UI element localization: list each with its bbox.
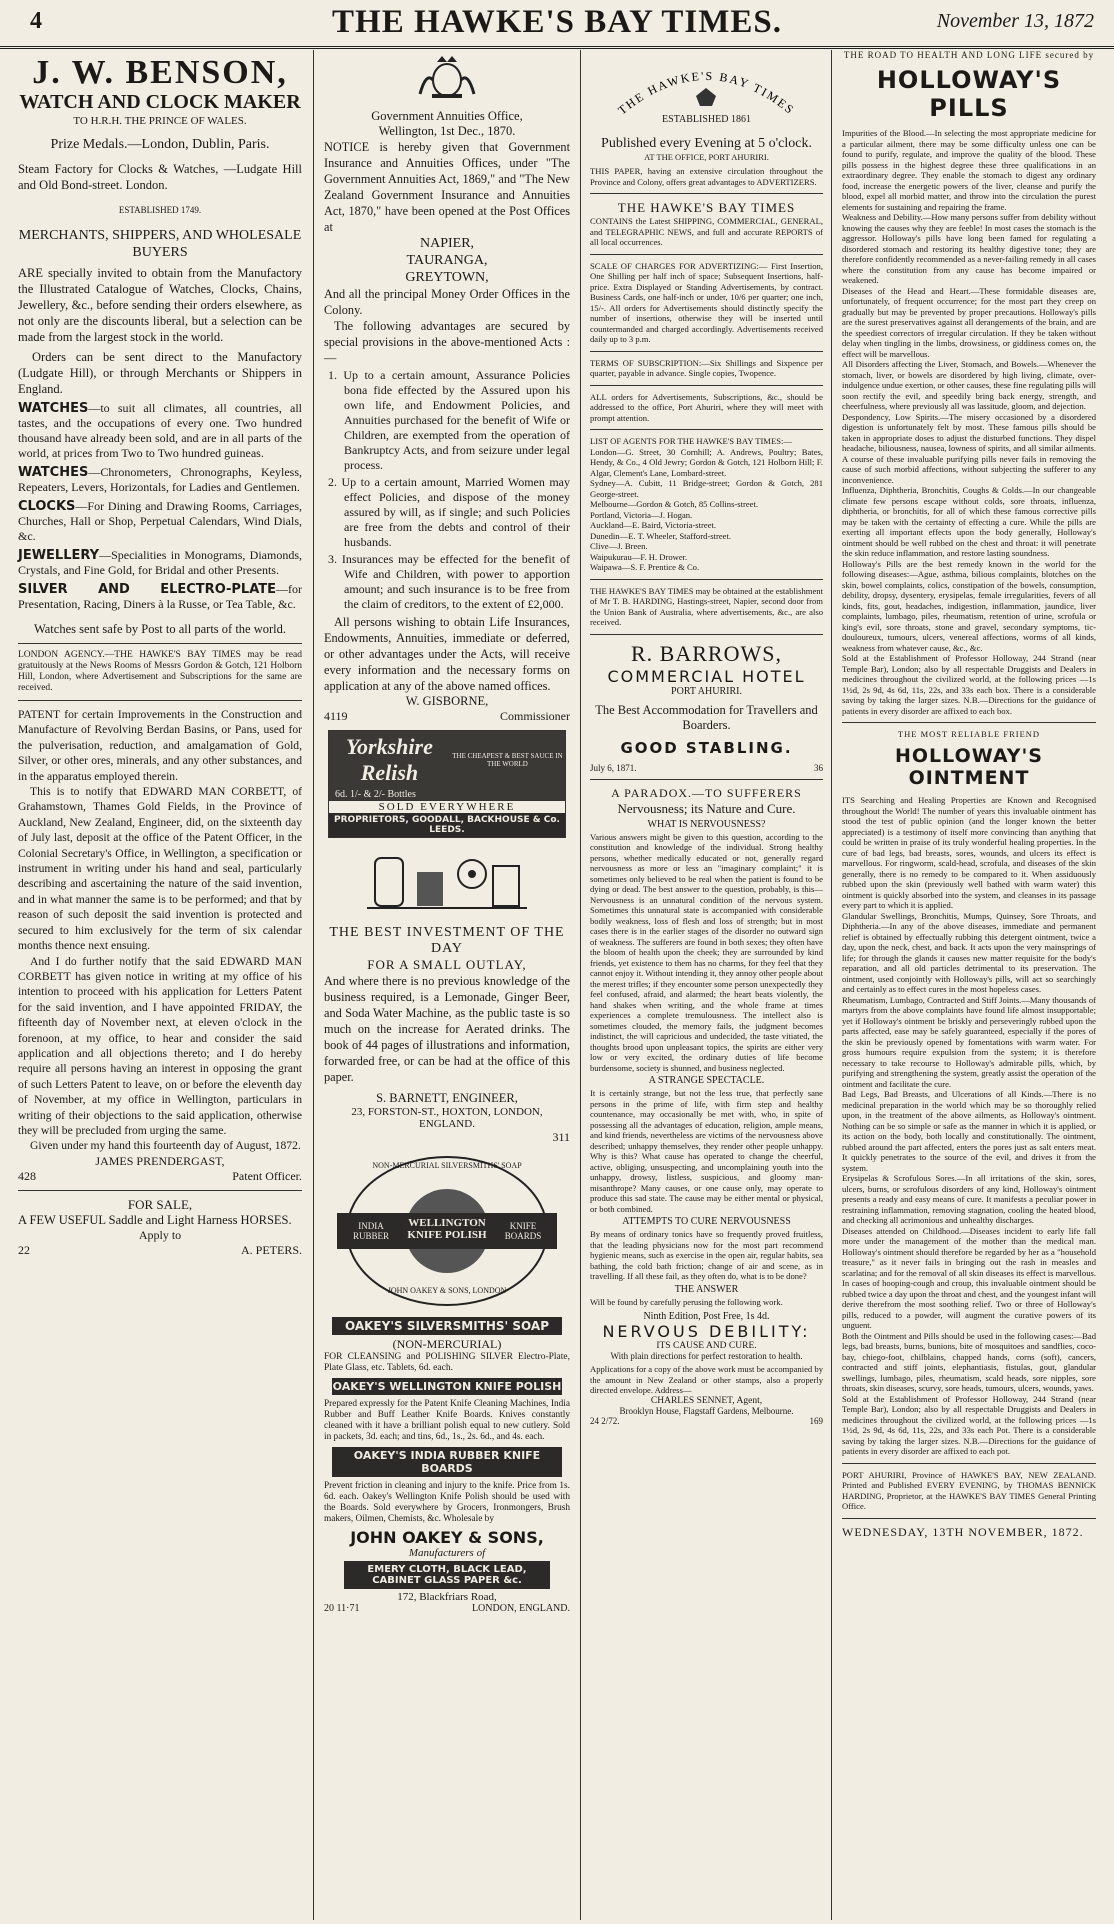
barrows-place: PORT AHURIRI.	[671, 685, 742, 697]
oakey-boards-heading: OAKEY'S INDIA RUBBER KNIFE BOARDS	[332, 1447, 562, 1477]
hbt-agent: Dunedin—E. T. Wheeler, Stafford-street.	[590, 530, 732, 541]
for-sale-advert	[18, 1197, 302, 1258]
oakey-soap-text: FOR CLEANSING and POLISHING SILVER Electro-Plate, Plate Glass, etc. Tablets, 6d. each.	[324, 1352, 570, 1373]
column-3	[584, 50, 829, 1920]
yorkshire-tag: THE CHEAPEST & BEST SAUCE IN THE WORLD	[452, 752, 563, 768]
divider	[18, 643, 302, 644]
barnett-text: And where there is no previous knowledge of the business required, is a Lemonade, Ginger Beer, and Soda Water Machine, as the public taste is so much on the increase for Aerated drinks. The book of 44 pages of illustrations and information, forwarded free, or can be had at the office of this paper.	[324, 974, 570, 1084]
patent-signer: JAMES PRENDERGAST,	[95, 1153, 225, 1168]
benson-heading: MERCHANTS, SHIPPERS, AND WHOLESALE BUYERS	[18, 228, 302, 260]
oakey-products: EMERY CLOTH, BLACK LEAD, CABINET GLASS PAPER &c.	[344, 1561, 550, 1589]
hbt-heading: THE HAWKE'S BAY TIMES	[617, 200, 796, 215]
holloway-ointment-para: Diseases attended on Childhood.—Diseases incident to early life fall more under the management of the mother than the medical man. Holloway's ointment should therefore be regarded by her as a "household treasure," as it never fails in bringing out the rash in measles and scarlatina; and for the removal of all skin diseases its effect is marvellous. In cases of hooping-cough and croup, this invaluable ointment should be rubbed twice a day upon the throat and chest, and the youngest infant will derive therefrom the most soothing relief. Two or three of Holloway's pills, reduced to a powder, will augment the curative powers of its unguent.	[842, 1225, 1096, 1330]
royal-crest-icon	[412, 54, 482, 100]
hbt-circulation: THIS PAPER, having an extensive circulation throughout the Province and Colony, offers great advantages to ADVERTIZERS.	[590, 166, 823, 187]
holloway-ointment-para: Both the Ointment and Pills should be used in the following cases:—Bad legs, bad breasts, burns, bunions, bite of mosquitoes and sandflies, coco-bay, chiego-foot, chilblains, chapped hands, corns (soft), cancers, contracted and stiff joints, elephantiasis, fistulas, gout, glandular swellings, lumbago, piles, rheumatism, scald heads, sore nipples, sore throats, skin diseases, scurvy, sore heads, tumours, ulcers, wounds, yaws.	[842, 1330, 1096, 1393]
annuities-place: NAPIER,	[419, 236, 475, 251]
paradox-heading: A PARADOX.—TO SUFFERERS	[611, 785, 802, 800]
holloway-pills-para: Weakness and Debility.—How many persons suffer from debility without knowing the causes why they are feeble! In most cases the stomach is the aggressor. Holloway's pills have long been famed for regulating a disordered stomach and restoring its healthy digestive tone; they are therefore confidently recommended as a never-failing remedy in all cases where the constitution from any cause has become impaired or weakened.	[842, 212, 1096, 285]
barrows-stabling: GOOD STABLING.	[620, 738, 793, 757]
paradox-p3: By means of ordinary tonics have so frequently proved fruitless, that the leading physicians now for the most part recommend hygienic means, such as exercise in the open air, regular habits, sea bathing, the cold bath friction; change of air and scene, as in travelling. If all these fail, as they often do, what is to be done?	[590, 1229, 823, 1281]
annuities-place: TAURANGA,	[406, 253, 488, 268]
paradox-p1: Various answers might be given to this question, according to the constitution and knowledge of the individual. Strong healthy persons, whether medically educated or not, generally regard nervousness as more or less an "imaginary complaint;" it is sometimes only believed to be real when the patient is found to be dying or dead. The best answer to the question, probably, is this—Nervousness is an unnatural condition of the nervous system. Sometimes this unnatural state is accompanied with considerable bodily weakness, loss of flesh and loss of strength; but in most cases there is in the earlier stages of the disorder no outward sign of weakness. The sufferers are found in both sexes; they often have the bloom of health upon the cheek; they are surrounded by kind friends, yet existence to them has no charms, for they feel that they cannot enjoy it. Without intending it, they annoy other people about the merest trifles; if they encounter some person unexpectedly they feel confused, afraid, and alarmed; the heart beats violently, the hand shakes when writing, and the whole frame at times experiences a complete tremulousness. The intellect also is sometimes clouded, the memory fails, the judgment becomes indistinct, the will capricious and undecided, the taste vitiated, the thoughts brood upon unpleasant topics, the spirits are either very low or very excited, the ordinary duties of life become burdensome, society is shunned, and business neglected.	[590, 831, 823, 1073]
paradox-sub: Nervousness; its Nature and Cure.	[617, 800, 796, 816]
holloway-pills-para: Sold at the Establishment of Professor Holloway, 244 Strand (near Temple Bar), London; also by all respectable Druggists and Dealers in medicines throughout the civilized world, at the following prices —1s 1½d, 2s 9d, 4s 6d, 11s, 22s, and 33s each box. There is a considerable saving by taking the larger sizes. N.B.—Directions for the guidance of patients in every disorder are affixed to each box.	[842, 653, 1096, 716]
paradox-attempts: ATTEMPTS TO CURE NERVOUSNESS	[622, 1216, 791, 1227]
royal-crest	[324, 54, 570, 105]
holloway-ointment-para: Erysipelas & Scrofulous Sores.—In all irritations of the skin, sores, ulcers, burns, or scrofulous disorders of any kind, Holloway's ointment presents a ready and easy means of cure. It manifests a peculiar power in restraining inflammation, removing stagnation, cooling the heated blood, and checking all acrimonious and unhealthy discharges.	[842, 1173, 1096, 1225]
divider	[590, 779, 823, 780]
holloway-ointment-para: Rheumatism, Lumbago, Contracted and Stiff Joints.—Many thousands of martyrs from the above complaints have found life almost insupportable; yet if Holloway's ointment be briskly and perseveringly rubbed upon the parts affected, ease may be safely guaranteed, especially if the pores of the skin be previously opened by fomentations with warm water. For gross humours require expulsion from the system; it is therefore necessary to take recourse to Holloway's admirable pills, which, by purifying and strengthening the system, greatly assist the operation of the ointment and facilitate the cure.	[842, 994, 1096, 1089]
barnett-heading: THE BEST INVESTMENT OF THE DAY	[329, 925, 565, 956]
barrows-advert	[590, 641, 823, 773]
barrows-name: R. BARROWS,	[631, 640, 782, 666]
hbt-agent: Melbourne—Gordon & Gotch, 85 Collins-street.	[590, 499, 759, 509]
benson-post: Watches sent safe by Post to all parts of the world.	[33, 622, 287, 636]
oakey-maker: JOHN OAKEY & SONS,	[350, 1528, 544, 1547]
column-2	[318, 50, 576, 1920]
holloway-pills-para: Influenza, Diphtheria, Bronchitis, Coughs & Colds.—In our changeable climate few persons escape without colds, sore throats, influenza, diphtheria, or bronchitis, for all of which these famous corrective pills may be taken with the certainty of effecting a cure. While the pills are exerting all important effects upon the body generally, Holloway's ointment should be well rubbed on the chest and throat: it will penetrate the skin reduce inflammation, and restore lasting soundness.	[842, 485, 1096, 558]
barnett-address: 23, FORSTON-ST., HOXTON, LONDON, ENGLAND.	[351, 1106, 543, 1130]
yorkshire-sold: SOLD EVERYWHERE	[329, 800, 565, 813]
holloway-pills-para: All Disorders affecting the Liver, Stomach, and Bowels.—Whenever the stomach, liver, or bowels are disordered by high living, climate, over-indulgence undue exertion, or other causes, these fine regulating pills will soon rectify the evil, and speedily bring back energy, strength, and cheerfulness, where previously all was lassitude, gloom, and dejection.	[842, 359, 1096, 411]
benson-medals: Prize Medals.—London, Dublin, Paris.	[50, 137, 270, 152]
london-agency-notice: LONDON AGENCY.—THE HAWKE'S BAY TIMES may be read gratuitously at the News Rooms of Messrs Gordon & Gotch, 121 Holborn Hill, London, where Advertisement and Subscriptions for the same are received.	[18, 650, 302, 693]
hbt-advert	[590, 50, 823, 628]
benson-item: WATCHES—Chronometers, Chronographs, Keyless, Repeaters, Levers, Horizontals, for Ladies and Gentlemen.	[18, 465, 302, 494]
hbt-agent: Portland, Victoria—J. Hogan.	[590, 509, 693, 520]
holloway-ointment-para: Glandular Swellings, Bronchitis, Mumps, Quinsey, Sore Throats, and Diphtheria.—In any of the above diseases, immediate and permanent relief is obtained by effectually rubbing this detergent ointment, twice a day, upon the neck, chest, and back. It acts upon the very mainsprings of life; for through the glands it causes new matter requisite for the body's reparation, and all old particles detrimental to its preservation. The ointment, used conjointly with Holloway's pills, will act so searchingly and certainly as to effect cures in the most hopeless cases.	[842, 910, 1096, 994]
holloway-road: THE ROAD TO HEALTH AND LONG LIFE secured by	[843, 50, 1095, 60]
hbt-read: THE HAWKE'S BAY TIMES may be obtained at the establishment of Mr T. B. HARDING, Hastings-street, Napier, second door from the Union Bank of Australia, where advertisements, &c., are also received.	[590, 585, 823, 627]
patent-intro: PATENT for certain Improvements in the Construction and Manufacture of Revolving Berdan Basins, or Pans, used for the pulverisation, reduction, and amalgamation of Gold, Silver, or other ores, minerals, and any other substances, and in the apparatus employed therein.	[18, 708, 302, 783]
hbt-established: ESTABLISHED 1861	[662, 114, 751, 125]
page-number: 4	[30, 8, 42, 34]
hbt-arc-header	[590, 50, 823, 136]
soda-machine-illustration	[324, 844, 570, 919]
divider	[18, 700, 302, 701]
paradox-plain: With plain directions for perfect restoration to health.	[610, 1351, 803, 1361]
oakey-badge-center: WELLINGTON KNIFE POLISH	[407, 1217, 487, 1241]
yorkshire-proprietors: PROPRIETORS, GOODALL, BACKHOUSE & Co. LEEDS.	[329, 813, 565, 837]
hbt-terms: TERMS OF SUBSCRIPTION:—Six Shillings and Sixpence per quarter, payable in advance. Single copies, Twopence.	[590, 357, 823, 378]
paradox-advert	[590, 786, 823, 1426]
benson-name: J. W. BENSON,	[32, 54, 288, 91]
hbt-agent: Clive—J. Breen.	[590, 541, 648, 551]
holloway-pills-title: HOLLOWAY'S PILLS	[876, 66, 1062, 122]
oakey-soap-heading: OAKEY'S SILVERSMITHS' SOAP	[332, 1317, 562, 1335]
oakey-badge	[337, 1151, 557, 1311]
paradox-addr1: CHARLES SENNET, Agent,	[650, 1395, 763, 1406]
divider	[18, 1190, 302, 1191]
soda-machine-icon	[357, 844, 537, 914]
oakey-polish-heading: OAKEY'S WELLINGTON KNIFE POLISH	[332, 1380, 562, 1393]
divider	[590, 579, 823, 580]
holloway-pills-para: Impurities of the Blood.—In selecting the most appropriate medicine for a particular ailment, there may be some difficulty unless one can be found to purify, regulate, and improve the quality of the blood. These pills possess in the highest degree these three qualifications in an extraordinary degree. They enable the stomach to digest any ordinary food, increase the energetic powers of the liver, cleanse and purify the blood, expel all morbid matter, and throw into the circulation the purest elements for sustaining and repairing the frame.	[842, 128, 1096, 212]
newspaper-title: THE HAWKE'S BAY TIMES.	[332, 4, 782, 40]
hbt-agent: London—G. Street, 30 Cornhill; A. Andrews, Poultry; Bates, Hendy, & Co., 4 Old Jewry; Gordon & Gotch, 121 Holborn Hill; F. Algar, Clement's Lane, Lombard-street.	[590, 446, 823, 478]
oakey-soap-sub: (NON-MERCURIAL)	[392, 1337, 502, 1351]
benson-orders: Orders can be sent direct to the Manufactory (Ludgate Hill), or through Merchants or Shippers in England.	[18, 350, 302, 396]
paradox-footer: 24 2/72. 169	[590, 1415, 823, 1426]
hbt-contains: CONTAINS the Latest SHIPPING, COMMERCIAL, GENERAL, and TELEGRAPHIC NEWS, and full and accurate REPORTS of all local occurrences.	[590, 216, 823, 247]
benson-royal: TO H.R.H. THE PRINCE OF WALES.	[73, 115, 247, 127]
column-rule	[580, 50, 581, 1920]
benson-item: JEWELLERY—Specialities in Monograms, Diamonds, Crystals, and Fine Gold, for Bridal and other Presents.	[18, 548, 302, 577]
oakey-badge-left: INDIA RUBBER	[352, 1221, 389, 1241]
holloway-ointment-para: Bad Legs, Bad Breasts, and Ulcerations of all Kinds.—There is no medicinal preparation in the world which may be so thoroughly relied upon, in the treatment of the above ailments, as Holloway's ointment. Nothing can be so simple or safe as the manner in which it is applied, or its action on the body, both locally and constitutionally. The ointment, rubbed around the part affected, enters the pores just as salt enters meat. It quickly penetrates to the source of the evil, and drives it from the system.	[842, 1089, 1096, 1173]
barrows-best: The Best Accommodation for Travellers and Boarders.	[595, 702, 818, 732]
annuities-money: And all the principal Money Order Offices in the Colony.	[324, 287, 570, 317]
annuities-point: 3. Insurances may be effected for the benefit of Wife and Children, with power to apportion amount; and such insurance is to be free from the claim of creditors, to the extent of £2,000.	[328, 552, 570, 611]
holloway-ointment-para: ITS Searching and Healing Properties are Known and Recognised throughout the World! The number of years this invaluable ointment has stood the test of public opinion (and the longer known the better appreciated) is a testimony of itself more convincing than anything that could be written in praise of its truly wonderful healing properties. In the cure of bad legs, bad breasts, sores, wounds, and ulcers its effect is marvellous. For ringworm, scald-head, scrofula, and diseases of the skin generally, there is no remedy to be compared to it. When assiduously rubbed upon the skin (previously well bathed with warm water) this ointment is quickly absorbed into the system, and cleanses in its passage every part to which it is applied.	[842, 795, 1096, 910]
hbt-office: AT THE OFFICE, PORT AHURIRI.	[644, 152, 769, 162]
oakey-boards-text: Prevent friction in cleaning and injury to the knife. Price from 1s. 6d. each. Oakey's Wellington Knife Polish should be used with the Boards. Sold everywhere by Grocers, Ironmongers, Brush makers, Oilmen, Chemists, &c. Wholesale by	[324, 1481, 570, 1524]
holloway-ointment-para: Sold at the Establishment of Professor Holloway, 244 Strand (near Temple Bar), London; also by all respectable Druggists and Dealers in medicines throughout the civilized world, at the following prices —1s 1½d, 2s 9d, 4s 6d, 11s, 22s, and 33s each Pot. There is a considerable saving by taking the larger sizes. N.B.—Directions for the guidance of patients in every disorder are affixed to each pot.	[842, 1393, 1096, 1456]
printer-imprint: PORT AHURIRI, Province of HAWKE'S BAY, NEW ZEALAND. Printed and Published EVERY EVENING, by THOMAS BENNICK HARDING, Proprietor, at the HAWKE'S BAY TIMES General Printing Office.	[842, 1469, 1096, 1511]
barnett-advert	[324, 925, 570, 1145]
annuities-notice	[324, 109, 570, 724]
benson-item: SILVER AND ELECTRO-PLATE—for Presentation, Racing, Diners à la Russe, or Tea Table, &c.	[18, 582, 302, 611]
divider	[842, 1463, 1096, 1464]
holloway-ointment-advert	[842, 729, 1096, 1457]
hbt-agent: Sydney—A. Cubitt, 11 Bridge-street; Gordon & Gotch, 281 George-street.	[590, 478, 823, 499]
annuities-point: 1. Up to a certain amount, Assurance Policies bona fide effected by the Assured upon his own life, and Endowment Policies, and Annuities purchased for the benefit of Wife or Children, are exempted from the operation of Bankruptcy Acts, and from seizure under legal process.	[328, 368, 571, 472]
oakey-mfr: Manufacturers of	[408, 1547, 486, 1559]
for-sale-apply: Apply to	[138, 1227, 182, 1242]
annuities-close: All persons wishing to obtain Life Insurances, Endowments, Annuities, immediate or deferred, or other advantages under the Acts, will receive every information and the necessary forms on application at any of the above named offices.	[324, 615, 570, 693]
paradox-apps: Applications for a copy of the above work must be accompanied by the amount in New Zealand or other stamps, also a properly directed envelope. Address—	[590, 1364, 823, 1395]
barrows-hotel: COMMERCIAL HOTEL	[607, 666, 806, 686]
divider	[590, 351, 823, 352]
patent-footer: 428 Patent Officer.	[18, 1168, 302, 1183]
holloway-pills-para: Diseases of the Head and Heart.—These formidable diseases are, unfortunately, of frequent occurrence; for the most part they creep on gradually but may be prevented by proper precautions. Holloway's pills are the surest preservatives against all derangements of the brain, and are the speediest correctors of irregular circulation. If they be taken without delay when tingling in the limbs, drowsiness, or giddiness comes on, the effect will be marvellous.	[842, 285, 1096, 359]
patent-hearing: And I do further notify that the said EDWARD MAN CORBETT has given notice in writing at my office of his intention to proceed with his application for Letters Patent for the said invention, and I have appointed FRIDAY, the fifteenth day of November next, at eleven o'clock in the forenoon, at my office, to hear and consider the said application and all objections thereto; and I do hereby require all persons having an interest in opposing the grant of such Letters Patent to leave, on or before the eleventh day of November, at my office in Wellington, particulars in writing of their objections to the said application, otherwise they will be precluded from urging the same.	[18, 954, 302, 1137]
benson-trade: WATCH AND CLOCK MAKER	[19, 91, 301, 113]
divider	[842, 722, 1096, 723]
annuities-notice-text: NOTICE is hereby given that Government Insurance and Annuities Offices, under "The Government Annuities Act, 1869," and "The New Zealand Government Insurance and Annuities Act, 1870," have been opened at the Post Offices at	[324, 140, 570, 234]
annuities-signer: W. GISBORNE,	[405, 694, 489, 708]
benson-invite: ARE specially invited to obtain from the Manufactory the Illustrated Catalogue of Watches, Clocks, Chains, Jewellery, &c., before sending their orders elsewhere, as not only are the discounts liberal, but a selection can be made from the largest stock in the world.	[18, 266, 302, 344]
issue-date: November 13, 1872	[936, 10, 1094, 32]
divider	[590, 254, 823, 255]
oakey-badge-top: NON-MERCURIAL SILVERSMITHS' SOAP	[372, 1161, 522, 1170]
patent-given: Given under my hand this fourteenth day of August, 1872.	[30, 1139, 301, 1153]
oakey-badge-right: KNIFE BOARDS	[504, 1221, 542, 1241]
benson-item-list	[18, 401, 302, 612]
annuities-office: Government Annuities Office,	[371, 109, 523, 123]
oakey-footer: 20 11·71 LONDON, ENGLAND.	[324, 1603, 570, 1614]
barnett-sub: FOR A SMALL OUTLAY,	[367, 957, 527, 972]
holloway-ointment-title: HOLLOWAY'S OINTMENT	[895, 745, 1043, 789]
column-4	[836, 50, 1102, 1920]
paradox-cause: ITS CAUSE AND CURE.	[656, 1341, 757, 1351]
holloway-friend: THE MOST RELIABLE FRIEND	[897, 729, 1041, 739]
divider	[842, 1518, 1096, 1519]
barnett-name: S. BARNETT, ENGINEER,	[376, 1091, 518, 1105]
paradox-addr2: Brooklyn House, Flagstaff Gardens, Melbourne.	[619, 1405, 794, 1416]
paradox-spectacle: A STRANGE SPECTACLE.	[648, 1075, 765, 1086]
annuities-point: 2. Up to a certain amount, Married Women may effect Policies, and dispose of the money assured by will, as if single; and such Policies are free from the debts and control of their husbands.	[328, 475, 570, 549]
barnett-footer: 311	[552, 1130, 570, 1144]
oakey-badge-bottom: JOHN OAKEY & SONS, LONDON	[387, 1286, 507, 1295]
benson-advert	[18, 54, 302, 637]
divider	[590, 193, 823, 194]
hbt-published: Published every Evening at 5 o'clock.	[601, 136, 812, 151]
annuities-date: Wellington, 1st Dec., 1870.	[378, 124, 516, 138]
annuities-place: GREYTOWN,	[405, 270, 489, 285]
hbt-agent: Waipukurau—F. H. Drower.	[590, 551, 688, 562]
oakey-address: 172, Blackfriars Road,	[397, 1591, 497, 1603]
imprint-dateline: WEDNESDAY, 13TH NOVEMBER, 1872.	[842, 1524, 1084, 1539]
annuities-advantages: The following advantages are secured by special provisions in the above-mentioned Acts :—	[324, 319, 570, 365]
paradox-p4: Will be found by carefully perusing the following work.	[590, 1296, 783, 1307]
yorkshire-relish-advert	[328, 730, 566, 838]
divider	[590, 385, 823, 386]
holloway-pills-para: Holloway's Pills are the best remedy known in the world for the following diseases:—Ague, asthma, bilious complaints, blotches on the skin, bowel complaints, colics, constipation of the bowels, consumption, debility, dropsy, dysentery, erysipelas, female irregularities, fevers of all kinds, fits, gout, headaches, indigestion, inflammation, jaundice, liver complaints, lumbago, piles, rheumatism, retention of urine, scrofula or king's evil, sore throats, stone and gravel, secondary symptoms, tic-douloureux, tumours, ulcers, venereal affections, worms of all kinds, weakness from whatever cause, &c., &c.	[842, 558, 1096, 653]
hbt-scale: SCALE OF CHARGES FOR ADVERTIZING:— First Insertion, One Shilling per half inch of space; Subsequent Insertions, half-price. Extra Displayed or Standing Advertisements, by contract. Business Cards, one half-inch or under, 10/6 per quarter; one inch, 15/-. All orders for Advertisements should distinctly specify the number of insertions, otherwise they will be inserted until countermanded and charged accordingly. Advertisements received daily up to 3 p.m.	[590, 260, 823, 344]
paradox-answer: THE ANSWER	[674, 1283, 739, 1295]
column-1	[12, 50, 308, 1920]
for-sale-text: A FEW USEFUL Saddle and Light Harness HORSES.	[18, 1212, 292, 1227]
hbt-arc-text: THE HAWKE'S BAY TIMES	[615, 68, 798, 118]
oakey-advert	[324, 1151, 570, 1614]
for-sale-heading: FOR SALE,	[127, 1196, 193, 1212]
masthead	[0, 0, 1114, 49]
annuities-footer: 4119 Commissioner	[324, 709, 570, 723]
benson-item: CLOCKS—For Dining and Drawing Rooms, Carriages, Churches, Hall or Shop, Perpetual Calendars, Wind Dials, &c.	[18, 499, 302, 543]
paradox-edition: Ninth Edition, Post Free, 1s 4d.	[643, 1311, 770, 1322]
paradox-book: NERVOUS DEBILITY:	[602, 1322, 811, 1341]
benson-factory: Steam Factory for Clocks & Watches, —Ludgate Hill and Old Bond-street. London.	[18, 162, 302, 192]
patent-notify: This is to notify that EDWARD MAN CORBETT, of Grahamstown, Thames Gold Fields, in the Province of Auckland, New Zealand, Engineer, did, on the sixteenth day of July last, deposit at the office of the Patent Officer, in the Colonial Secretary's Office, in Wellington, a specification or instrument in writing under his hand and seal, particularly describing and ascertaining the nature of the said invention, and in what manner the same is to be performed; and that by reason of such deposit the said invention is protected and secured to him exclusively for the term of six calendar months thence next ensuing.	[18, 785, 302, 953]
for-sale-footer: 22 A. PETERS.	[18, 1242, 302, 1257]
column-rule	[313, 50, 314, 1920]
divider	[590, 634, 823, 635]
yorkshire-name: Yorkshire Relish	[346, 734, 433, 785]
hbt-orders: ALL orders for Advertisements, Subscriptions, &c., should be addressed to the office, Port Ahuriri, where they will meet with prompt attention.	[590, 391, 823, 423]
benson-established: ESTABLISHED 1749.	[118, 205, 202, 215]
holloway-pills-para: Despondency, Low Spirits.—The misery occasioned by a disordered digestion is unfortunately felt by most. These famous pills should be taken in appropriate doses to adjust the disturbed functions. They dispel headache, biliousness, nausea, lowness of spirits, and all similar ailments. A course of these invaluable purifying pills never fails in removing the cause of such morbid affections, without subjecting the sufferer to any inconvenience.	[842, 411, 1096, 485]
holloway-pills-advert	[842, 50, 1096, 716]
paradox-p2: It is certainly strange, but not the less true, that perfectly sane persons in the prime of life, with firm step and healthy countenance, may occasionally be met with, who, in spite of possessing all the advantages of education, religion, ample means, and kind friends, nevertheless are victims of the nervousness above described; unhappy themselves, they render other people unhappy. Why is this? What cause has operated to change the cheerful, active, obliging, unsuspecting, and uncomplaining youth into the unhappy, drowsy, listless, suspicious, and gloomy man-misanthrope? Many causes, or one cause only, may operate to produce this sad state. The cause may be either mental or physical, or both combined.	[590, 1088, 823, 1214]
barrows-footer: July 6, 1871. 36	[590, 762, 823, 773]
benson-item: WATCHES—to suit all climates, all countries, all tastes, and the occupations of every one. Two hundred thousand have already been sold, and are in all parts of the world, at prices from Two to Two hundred guineas.	[18, 401, 302, 460]
hbt-agents-heading: LIST OF AGENTS FOR THE HAWKE'S BAY TIMES:—	[590, 436, 792, 446]
paradox-what: WHAT IS NERVOUSNESS?	[647, 818, 766, 830]
hbt-agent: Waipawa—S. F. Prentice & Co.	[590, 562, 700, 572]
column-rule	[831, 50, 832, 1920]
yorkshire-prices: 6d. 1/- & 2/- Bottles	[329, 789, 565, 800]
oakey-polish-text: Prepared expressly for the Patent Knife Cleaning Machines, India Rubber and Buff Leather Knife Boards. Knives constantly cleaned with it have a brilliant polish equal to new cutlery. Sold in packets, 3d. each; and tins, 6d., 1s., 2s. 6d., and 4s. each.	[324, 1399, 570, 1442]
patent-notice	[18, 707, 302, 1184]
hbt-agent: Auckland—E. Baird, Victoria-street.	[590, 520, 717, 530]
divider	[590, 429, 823, 430]
